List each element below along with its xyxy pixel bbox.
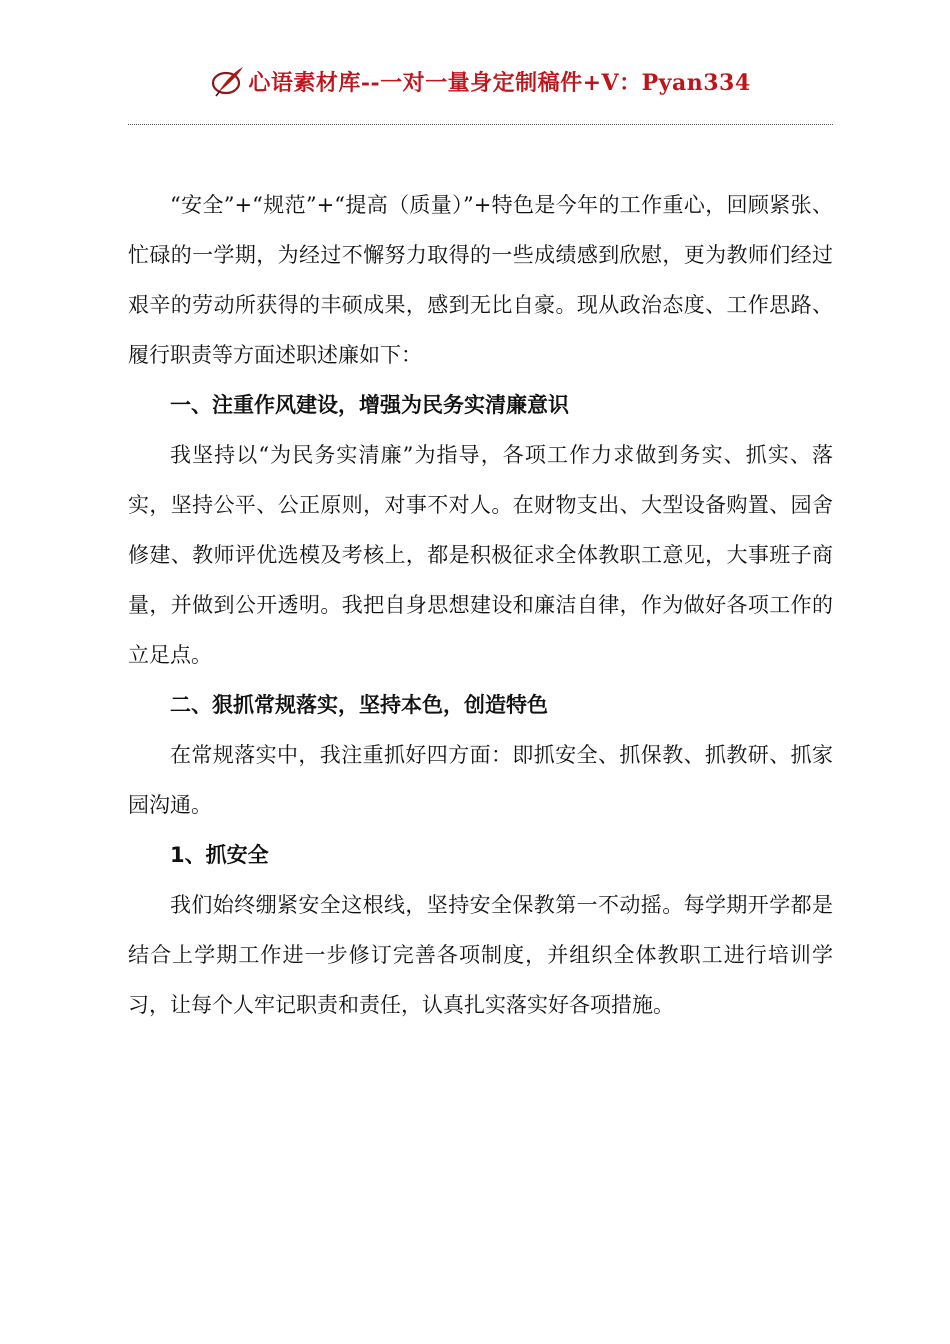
document-body [128, 180, 833, 1030]
section-1-paragraph: 我坚持以“为民务实清廉”为指导，各项工作力求做到务实、抓实、落实，坚持公平、公正原则，对事不对人。在财物支出、大型设备购置、园舍修建、教师评优选模及考核上，都是积极征求全体教职工意见，大事班子商量，并做到公开透明。我把自身思想建设和廉洁自律，作为做好各项工作的立足点。 [128, 443, 833, 667]
brand-header: 心语素材库--一对一量身定制稿件+V：Pyan334 [248, 69, 751, 96]
subsection-1-paragraph: 我们始终绷紧安全这根线，坚持安全保教第一不动摇。每学期开学都是结合上学期工作进一步修订完善各项制度，并组织全体教职工进行培训学习，让每个人牢记职责和责任，认真扎实落实好各项措施。 [128, 893, 833, 1017]
subsection-heading-1: 1、抓安全 [170, 843, 269, 867]
section-heading-1: 一、注重作风建设，增强为民务实清廉意识 [170, 393, 569, 417]
quill-pen-icon [210, 63, 246, 99]
section-heading-2: 二、狠抓常规落实，坚持本色，创造特色 [170, 693, 548, 717]
section-2-paragraph: 在常规落实中，我注重抓好四方面：即抓安全、抓保教、抓教研、抓家园沟通。 [128, 743, 833, 817]
page-header [128, 58, 833, 104]
header-divider [128, 124, 833, 125]
intro-paragraph: “安全”+“规范”+“提高（质量）”+特色是今年的工作重心，回顾紧张、忙碌的一学期，为经过不懈努力取得的一些成绩感到欣慰，更为教师们经过艰辛的劳动所获得的丰硕成果，感到无比自豪。现从政治态度、工作思路、履行职责等方面述职述廉如下： [128, 193, 833, 367]
